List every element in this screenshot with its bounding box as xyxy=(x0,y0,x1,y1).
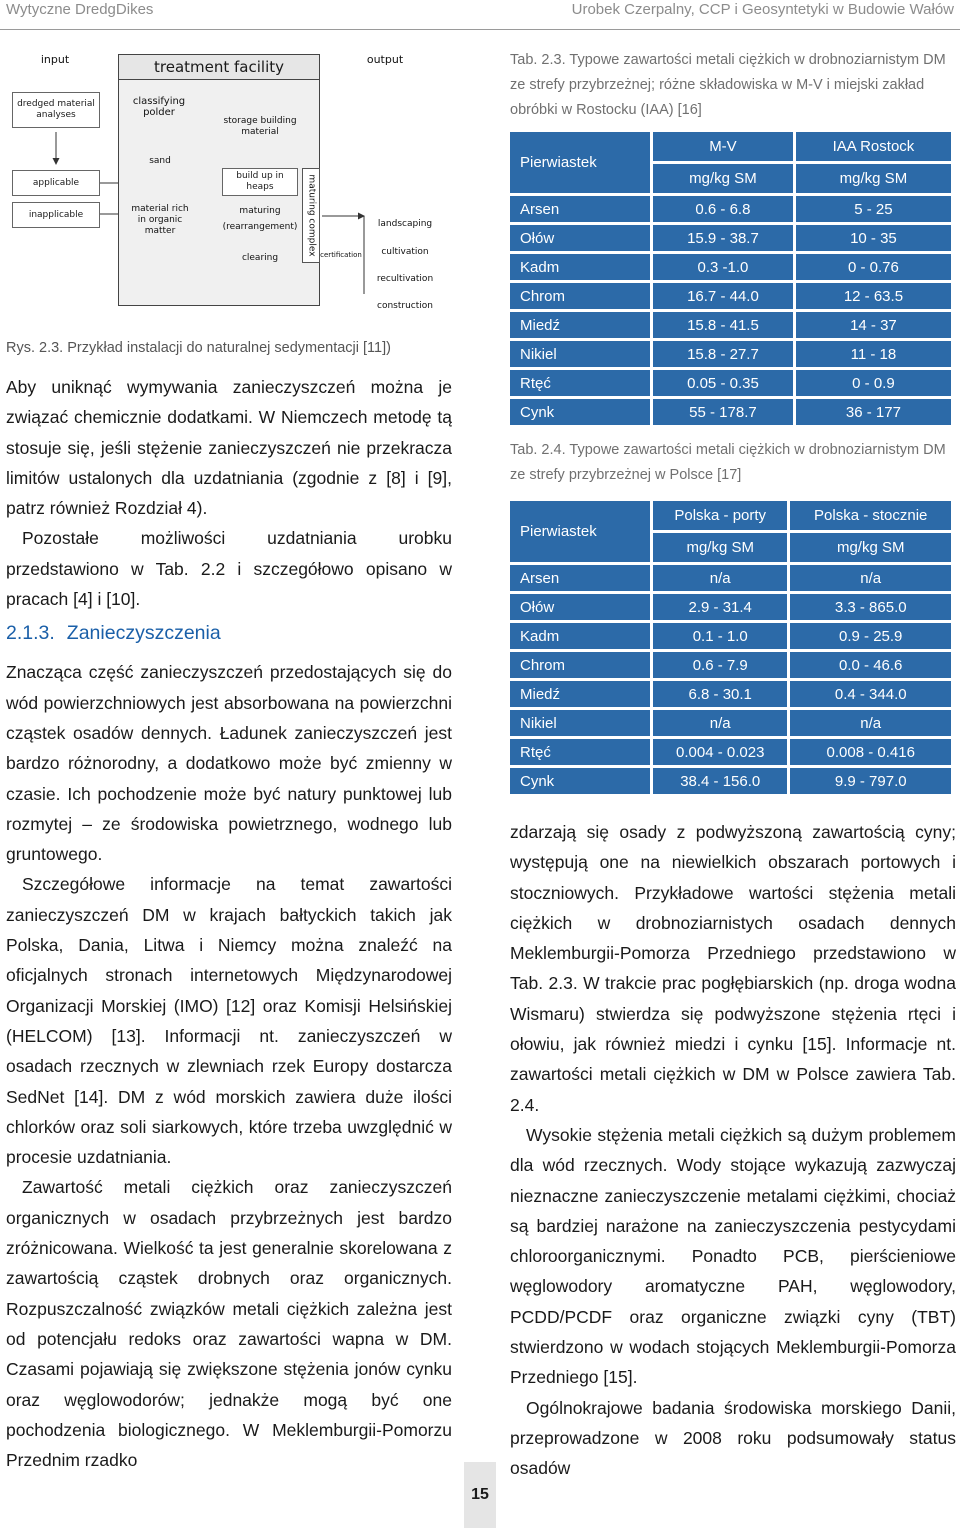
table1-row xyxy=(510,196,951,222)
cultivation-label: cultivation xyxy=(381,247,429,257)
paragraph-river-waters: Wysokie stężenia metali ciężkich są dużym problemem dla wód rzecznych. Wody stojące wykazują zazwyczaj nieznaczne zanieczyszczenie metalami ciężkimi, chociaż są bardziej narażone na zanieczyszczenia pestycydami chloroorganicznymi. Ponadto PCB, pierścieniowe węglowodory aromatyczne PAH, węglowodory, PCDD/PCDF oraz organiczne związki cyny (TBT) stwierdzono w wodach stojących Meklemburgii-Pomorza Przedniego [15]. xyxy=(510,1124,956,1388)
table1-cell-el: Chrom xyxy=(510,283,650,309)
table2-cell-el: Kadm xyxy=(510,623,650,649)
table1-cell-a: 0.3 -1.0 xyxy=(653,254,793,280)
table2-header-element: Pierwiastek xyxy=(510,501,650,562)
rearrangement-label: (rearrangement) xyxy=(222,222,298,232)
table2-cell-el: Chrom xyxy=(510,652,650,678)
table2-row xyxy=(510,681,951,707)
table2-cell-el: Rtęć xyxy=(510,739,650,765)
paragraph-baltic-info: Szczegółowe informacje na temat zawartości zanieczyszczeń DM w krajach bałtyckich takich jak Polska, Dania, Litwa i Niemcy można znaleźć na oficjalnych stronach internetowych Międzynarodowej Organizacji Morskiej (IMO) [12] oraz Komisji Helsińskiej (HELCOM) [13]. Informacji nt. zanieczyszczeń w osadach rzecznych w zlewniach rzek Europy dostarcza SedNet [14]. DM z wód morskich zawiera duże ilości chlorków oraz soli siarkowych, które trzeba uwzględnić w procesie uzdatniania. xyxy=(6,874,452,1168)
table1-cell-a: 15.8 - 41.5 xyxy=(653,312,793,338)
table2-cell-a: 6.8 - 30.1 xyxy=(653,681,787,707)
clearing-label: clearing xyxy=(241,253,279,263)
table1-header-iaa: IAA Rostock xyxy=(796,132,951,161)
table2-unit-shipyards: mg/kg SM xyxy=(790,533,951,562)
table2-cell-a: 0.004 - 0.023 xyxy=(653,739,787,765)
table2-cell-b: 0.9 - 25.9 xyxy=(790,623,951,649)
table1-cell-a: 0.05 - 0.35 xyxy=(653,370,793,396)
figure-caption: Rys. 2.3. Przykład instalacji do naturalnej sedymentacji [11]) xyxy=(6,340,391,356)
table1-caption: Tab. 2.3. Typowe zawartości metali ciężkich w drobnoziarnistym DM ze strefy przybrzeżnej; różne składowiska w M-V i miejski zakład obróbki w Rostocku (IAA) [16] xyxy=(510,52,946,118)
table1-cell-b: 12 - 63.5 xyxy=(796,283,951,309)
construction-label: construction xyxy=(377,301,433,311)
table1-cell-el: Rtęć xyxy=(510,370,650,396)
table1-cell-a: 55 - 178.7 xyxy=(653,399,793,425)
header-right-title: Urobek Czerpalny, CCP i Geosyntetyki w Budowie Wałów xyxy=(571,1,954,18)
section-number: 2.1.3. xyxy=(6,622,55,645)
table2-cell-b: 0.0 - 46.6 xyxy=(790,652,951,678)
table1-cell-el: Kadm xyxy=(510,254,650,280)
table2 xyxy=(507,498,954,797)
paragraph-denmark-survey: Ogólnokrajowe badania środowiska morskiego Danii, przeprowadzone w 2008 roku podsumowały status osadów xyxy=(510,1397,956,1479)
table2-caption: Tab. 2.4. Typowe zawartości metali ciężkich w drobnoziarnistym DM ze strefy przybrzeżnej w Polsce [17] xyxy=(510,442,946,483)
table1-cell-b: 10 - 35 xyxy=(796,225,951,251)
table1-row xyxy=(510,399,951,425)
table2-cell-a: 38.4 - 156.0 xyxy=(653,768,787,794)
table1-row xyxy=(510,370,951,396)
table1-cell-b: 14 - 37 xyxy=(796,312,951,338)
page-number: 15 xyxy=(464,1462,496,1528)
table1-cell-a: 15.8 - 27.7 xyxy=(653,341,793,367)
table2-row xyxy=(510,710,951,736)
diagram-output-label: output xyxy=(366,53,404,66)
table2-body xyxy=(510,565,951,794)
header-left-title: Wytyczne DredgDikes xyxy=(6,1,154,18)
paragraph-heavy-metals: Zawartość metali ciężkich oraz zanieczyszczeń organicznych w osadach przybrzeżnych jest bardzo zróżnicowana. Wielkość ta jest generalnie skorelowana z zawartością cząstek drobnych oraz organicznych. Rozpuszczalność związków metali ciężkich zależna jest od potencjału redoks oraz zawartości wapna w DM. Czasami pojawiają się zwiększone stężenia jonów cynku oraz węglowodorów; jednakże mogą być one pochodzenia biologicznego. W Meklemburgii-Pomorzu Przednim rzadko xyxy=(6,1177,452,1471)
sand-label: sand xyxy=(149,156,171,166)
recultivation-label: recultivation xyxy=(376,274,434,284)
table1-cell-a: 15.9 - 38.7 xyxy=(653,225,793,251)
sedimentation-diagram xyxy=(0,36,470,326)
table2-header-shipyards: Polska - stocznie xyxy=(790,501,951,530)
table2-row xyxy=(510,594,951,620)
paragraph-binding-additives: Aby uniknąć wymywania zanieczyszczeń można je związać chemicznie dodatkami. W Niemczech metodę tą stosuje się, jeśli stężenie zanieczyszczeń nie przekracza limitów ustalonych dla uzdatniania (zgodnie z [8] i [9], patrz również Rozdział 4). xyxy=(6,377,452,519)
table1-cell-b: 0 - 0.76 xyxy=(796,254,951,280)
table2-cell-b: 9.9 - 797.0 xyxy=(790,768,951,794)
table2-row xyxy=(510,652,951,678)
diagram-input-label: input xyxy=(40,53,70,66)
certification-label: certification xyxy=(320,251,362,259)
table2-cell-el: Arsen xyxy=(510,565,650,591)
table2-cell-el: Nikiel xyxy=(510,710,650,736)
table2-cell-b: n/a xyxy=(790,710,951,736)
table1-cell-b: 0 - 0.9 xyxy=(796,370,951,396)
table1-header-element: Pierwiastek xyxy=(510,132,650,193)
table1-body xyxy=(510,196,951,425)
paragraph-other-options: Pozostałe możliwości uzdatniania urobku przedstawiono w Tab. 2.2 i szczegółowo opisano w pracach [4] i [10]. xyxy=(6,528,452,610)
table1-row xyxy=(510,341,951,367)
table1-cell-el: Arsen xyxy=(510,196,650,222)
dredged-material-analyses-box: dredged material analyses xyxy=(12,92,100,128)
build-up-heaps-box: build up in heaps xyxy=(222,168,298,196)
table2-cell-b: 3.3 - 865.0 xyxy=(790,594,951,620)
table1-row xyxy=(510,254,951,280)
right-column xyxy=(510,48,956,1484)
table1-row xyxy=(510,312,951,338)
table1-cell-b: 5 - 25 xyxy=(796,196,951,222)
table2-cell-a: n/a xyxy=(653,710,787,736)
table2-cell-b: n/a xyxy=(790,565,951,591)
table2-cell-a: 0.1 - 1.0 xyxy=(653,623,787,649)
table2-row xyxy=(510,739,951,765)
table2-cell-a: n/a xyxy=(653,565,787,591)
table1-unit-mv: mg/kg SM xyxy=(653,164,793,193)
classifying-polder-label: classifying polder xyxy=(132,96,186,118)
table2-row xyxy=(510,768,951,794)
table2-unit-ports: mg/kg SM xyxy=(653,533,787,562)
table1-cell-a: 0.6 - 6.8 xyxy=(653,196,793,222)
left-column xyxy=(6,340,452,1475)
table2-row xyxy=(510,565,951,591)
table1-cell-el: Nikiel xyxy=(510,341,650,367)
table2-cell-el: Miedź xyxy=(510,681,650,707)
table1-cell-el: Miedź xyxy=(510,312,650,338)
table1-cell-el: Ołów xyxy=(510,225,650,251)
table2-cell-a: 0.6 - 7.9 xyxy=(653,652,787,678)
storage-building-material-label: storage building material xyxy=(223,116,297,137)
table2-cell-el: Ołów xyxy=(510,594,650,620)
landscaping-label: landscaping xyxy=(377,219,433,229)
paragraph-contamination: Znacząca część zanieczyszczeń przedostających się do wód powierzchniowych jest absorbowana na powierzchni cząstek osadów dennych. Ładunek zanieczyszczeń jest bardzo różnorodny, a dodatkowo może być zmienny w czasie. Ich pochodzenie może być natury punktowej lub rozmytej – ze środowiska powietrznego, wodnego lub gruntowego. xyxy=(6,662,452,865)
table2-cell-el: Cynk xyxy=(510,768,650,794)
table1-header-mv: M-V xyxy=(653,132,793,161)
table2-cell-b: 0.008 - 0.416 xyxy=(790,739,951,765)
material-rich-organic-label: material rich in organic matter xyxy=(131,204,189,236)
table1-unit-iaa: mg/kg SM xyxy=(796,164,951,193)
maturing-label: maturing xyxy=(239,206,281,216)
table1 xyxy=(507,129,954,428)
table2-row xyxy=(510,623,951,649)
table2-cell-a: 2.9 - 31.4 xyxy=(653,594,787,620)
table1-cell-a: 16.7 - 44.0 xyxy=(653,283,793,309)
applicable-box: applicable xyxy=(12,170,100,196)
table1-cell-b: 11 - 18 xyxy=(796,341,951,367)
table1-row xyxy=(510,283,951,309)
inapplicable-box: inapplicable xyxy=(12,202,100,228)
table2-header-ports: Polska - porty xyxy=(653,501,787,530)
table1-cell-b: 36 - 177 xyxy=(796,399,951,425)
table1-row xyxy=(510,225,951,251)
paragraph-tin-sediments: zdarzają się osady z podwyższoną zawartością cyny; występują one na niewielkich obszarach portowych i stoczniowych. Przykładowe wartości stężenia metali ciężkich w drobnoziarnistych osadach dennych Meklemburgii-Pomorza Przedniego przedstawiono w Tab. 2.3. W trakcie prac pogłębiarskich (np. droga wodna Wismaru) stwierdza się podwyższone stężenia rtęci i ołowiu, jak również miedzi i cynku [15]. Informacje nt. zawartości metali ciężkich w DM w Polsce zawiera Tab. 2.4. xyxy=(510,822,956,1115)
table2-cell-b: 0.4 - 344.0 xyxy=(790,681,951,707)
section-title: Zanieczyszczenia xyxy=(66,622,221,645)
table1-cell-el: Cynk xyxy=(510,399,650,425)
section-heading xyxy=(6,622,452,645)
page-header xyxy=(0,0,960,30)
treatment-facility-title: treatment facility xyxy=(118,54,320,80)
maturing-complex-label: maturing complex xyxy=(306,174,317,257)
